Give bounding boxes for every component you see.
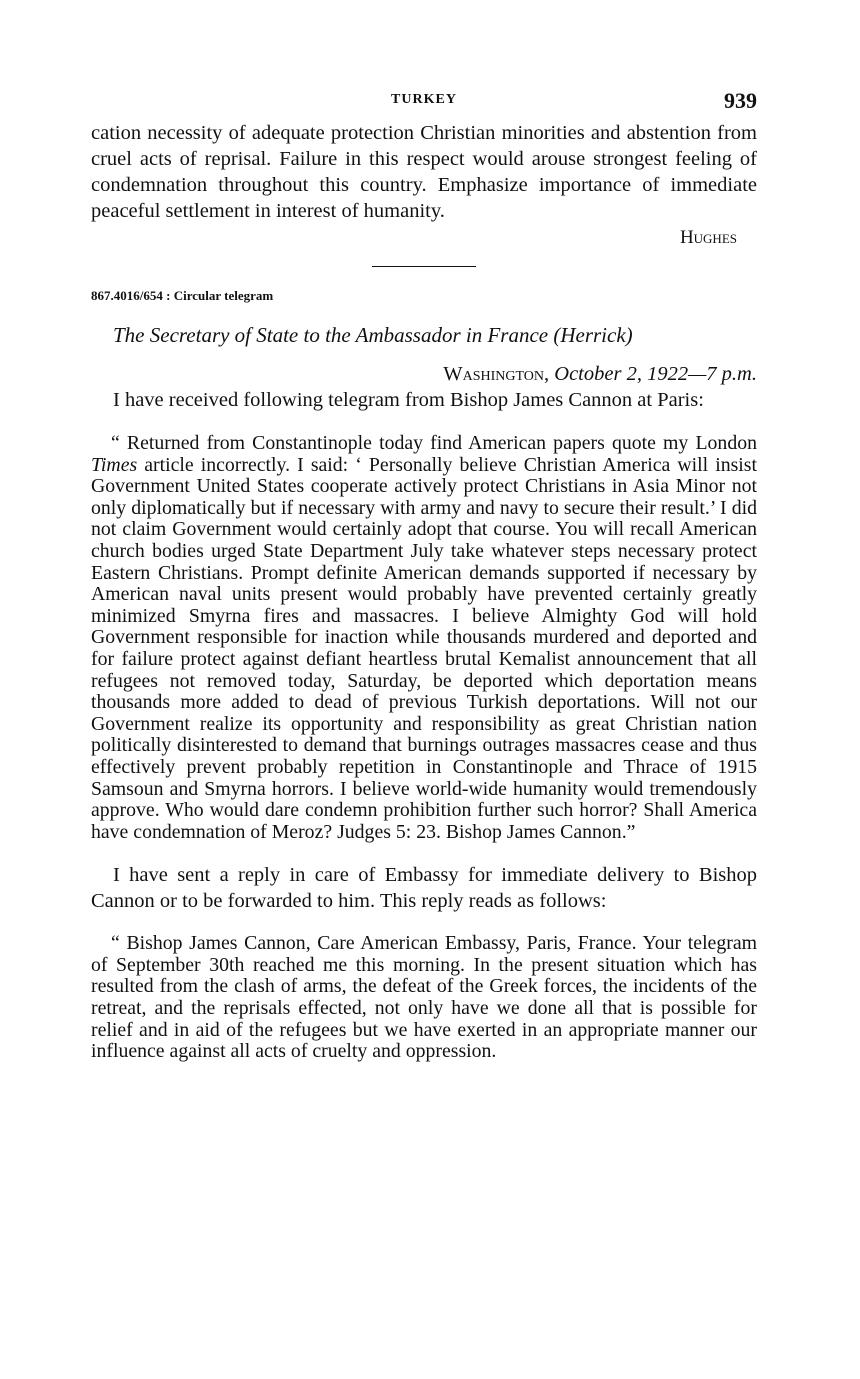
quote1-italic-times: Times bbox=[91, 453, 138, 476]
page-number: 939 bbox=[724, 88, 757, 113]
quoted-telegram-cannon bbox=[91, 433, 757, 843]
section-divider bbox=[372, 266, 476, 267]
dateline-place: Washington, bbox=[443, 363, 550, 385]
signature: Hughes bbox=[679, 227, 737, 248]
quote1-text-b: article incorrectly. I said: ‘ Personally believe Christian America will insist Government United States cooperate actively protect Christians in Asia Minor not only diplomatically but if necessary with army and navy to secure their result.’ I did not claim Government would certainly adopt that course. You will recall American church bodies urged State Department July take whatever steps necessary protect Eastern Christians. Prompt definite American demands supported if necessary by American naval units present would probably have prevented certainly greatly minimized Smyrna fires and massacres. I believe Almighty God will hold Government responsible for inaction while thousands murdered and deported and for failure protect against defiant heartless brutal Kemalist announcement that all refugees not removed today, Saturday, be deported which deportation means thousands more added to dead of previous Turkish deportations. Will not our Government realize its opportunity and responsibility as great Christian nation politically disinterested to demand that burnings outrages massacres cease and thus effectively prevent probably repetition in Constantinople and Thrace of 1915 Samsoun and Smyrna horrors. I believe world-wide humanity would tremendously approve. Who would dare condemn prohibition further such horror? Shall America have condemnation of Meroz? Judges 5: 23. Bishop James Cannon.” bbox=[91, 453, 757, 843]
quote1-text-a: “ Returned from Constantinople today find American papers quote my London bbox=[111, 432, 757, 454]
continuation-paragraph: cation necessity of adequate protection Christian minorities and abstention from cruel acts of reprisal. Failure in this respect would arouse strongest feeling of condemnation throughout this country. Emphasize importance of immediate peaceful settlement in interest of humanity. bbox=[91, 122, 757, 222]
quoted-reply-telegram: “ Bishop James Cannon, Care American Embassy, Paris, France. Your telegram of September 30th reached me this morning. In the present situation which has resulted from the clash of arms, the defeat of the Greek forces, the incidents of the retreat, and the reprisals effected, not only have we done all that is possible for relief and in aid of the refugees but we have exerted in an appropriate manner our influence against all acts of cruelty and oppression. bbox=[91, 932, 757, 1063]
dateline-date: October 2, 1922—7 p.m. bbox=[554, 363, 757, 385]
page-header bbox=[91, 86, 757, 120]
document-page bbox=[91, 86, 757, 1063]
reply-intro-paragraph: I have sent a reply in care of Embassy for immediate delivery to Bishop Cannon or to be forwarded to him. This reply reads as follows: bbox=[91, 864, 757, 913]
document-title: The Secretary of State to the Ambassador in France (Herrick) bbox=[113, 323, 633, 347]
file-reference: 867.4016/654 : Circular telegram bbox=[91, 288, 274, 303]
running-title: TURKEY bbox=[391, 92, 457, 107]
intro-paragraph: I have received following telegram from Bishop James Cannon at Paris: bbox=[113, 389, 704, 411]
dateline bbox=[91, 361, 757, 387]
